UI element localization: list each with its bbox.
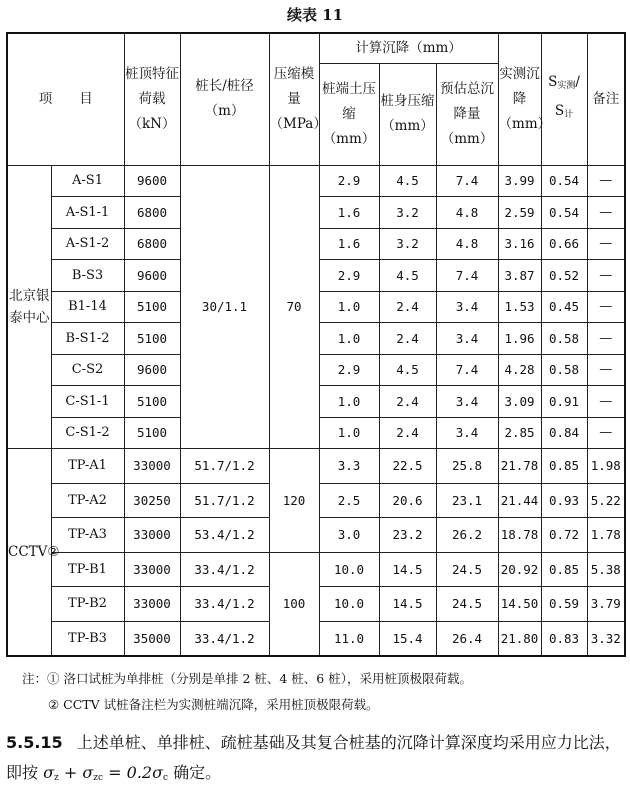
header-note: 备注 (587, 33, 625, 165)
clause-paragraph: 5.5.15 上述单桩、单排桩、疏桩基础及其复合桩基的沉降计算深度均采用应力比法，即按 $\sigma_z + \sigma_{zc} = 0.2\sigma_c$ 确定。 (6, 733, 621, 783)
table-row: C-S1-2 5100 1.0 2.4 3.4 2.85 0.84 — (7, 417, 625, 449)
settlement-table (6, 32, 626, 657)
table-row: B-S3 9600 2.9 4.5 7.4 3.87 0.52 — (7, 260, 625, 292)
table-row: A-S1-1 6800 1.6 3.2 4.8 2.59 0.54 — (7, 197, 625, 229)
table-caption: 续表 11 (286, 6, 344, 24)
header-calc-settlement: 计算沉降（mm） (319, 33, 498, 63)
header-calc-body: 桩身压缩（mm） (379, 63, 436, 165)
header-modulus: 压缩模量（MPa） (269, 33, 319, 165)
table-row: TP-A2 30250 51.7/1.2 2.5 20.6 23.1 21.44 0.93 5.22 (7, 483, 625, 518)
header-calc-tip: 桩端土压缩（mm） (319, 63, 379, 165)
header-item: 项 目 (7, 33, 124, 165)
header-measured: 实测沉降（mm） (498, 33, 541, 165)
table-row: C-S2 9600 2.9 4.5 7.4 4.28 0.58 — (7, 354, 625, 386)
group-modulus-b: 100 (269, 552, 319, 656)
table-row: A-S1-2 6800 1.6 3.2 4.8 3.16 0.66 — (7, 228, 625, 260)
group-name: CCTV② (7, 449, 51, 657)
table-row: 北京银泰中心 A-S1 9600 30/1.1 70 2.9 4.5 7.4 3.99 0.54 — (7, 165, 625, 197)
table-row: B-S1-2 5100 1.0 2.4 3.4 1.96 0.58 — (7, 323, 625, 355)
header-ratio: $S_{实测}/$ $S_计$ (541, 33, 587, 165)
table-row: TP-A3 33000 53.4/1.2 3.0 23.2 26.2 18.78 0.72 1.78 (7, 518, 625, 553)
group-modulus: 70 (269, 165, 319, 449)
group-length: 30/1.1 (180, 165, 269, 449)
table-row: TP-B2 33000 33.4/1.2 10.0 14.5 24.5 14.50 0.59 3.79 (7, 587, 625, 622)
table-notes (22, 666, 622, 718)
table-row: TP-B3 35000 33.4/1.2 11.0 15.4 26.4 21.80 0.83 3.32 (7, 621, 625, 656)
header-load: 桩顶特征荷载（kN） (124, 33, 180, 165)
note-2: ② CCTV 试桩备注栏为实测桩端沉降，采用桩顶极限荷载。 (48, 697, 379, 712)
group-name: 北京银泰中心 (7, 165, 51, 449)
table-row: C-S1-1 5100 1.0 2.4 3.4 3.09 0.91 — (7, 386, 625, 418)
header-length: 桩长/桩径（m） (180, 33, 269, 165)
table-row: TP-B1 33000 33.4/1.2 100 10.0 14.5 24.5 20.92 0.85 5.38 (7, 552, 625, 587)
clause-number: 5.5.15 (6, 733, 63, 752)
group-modulus-a: 120 (269, 449, 319, 553)
table-row: B1-14 5100 1.0 2.4 3.4 1.53 0.45 — (7, 291, 625, 323)
note-1: 注：① 洛口试桩为单排桩（分别是单排 2 桩、4 桩、6 桩），采用桩顶极限荷载。 (22, 671, 472, 686)
table-row: CCTV② TP-A1 33000 51.7/1.2 120 3.3 22.5 25.8 21.78 0.85 1.98 (7, 449, 625, 484)
clause-text: 上述单桩、单排桩、疏桩基础及其复合桩基的沉降计算深度均采用应力比法，即按 (6, 733, 621, 782)
header-calc-total: 预估总沉降量（mm） (436, 63, 498, 165)
